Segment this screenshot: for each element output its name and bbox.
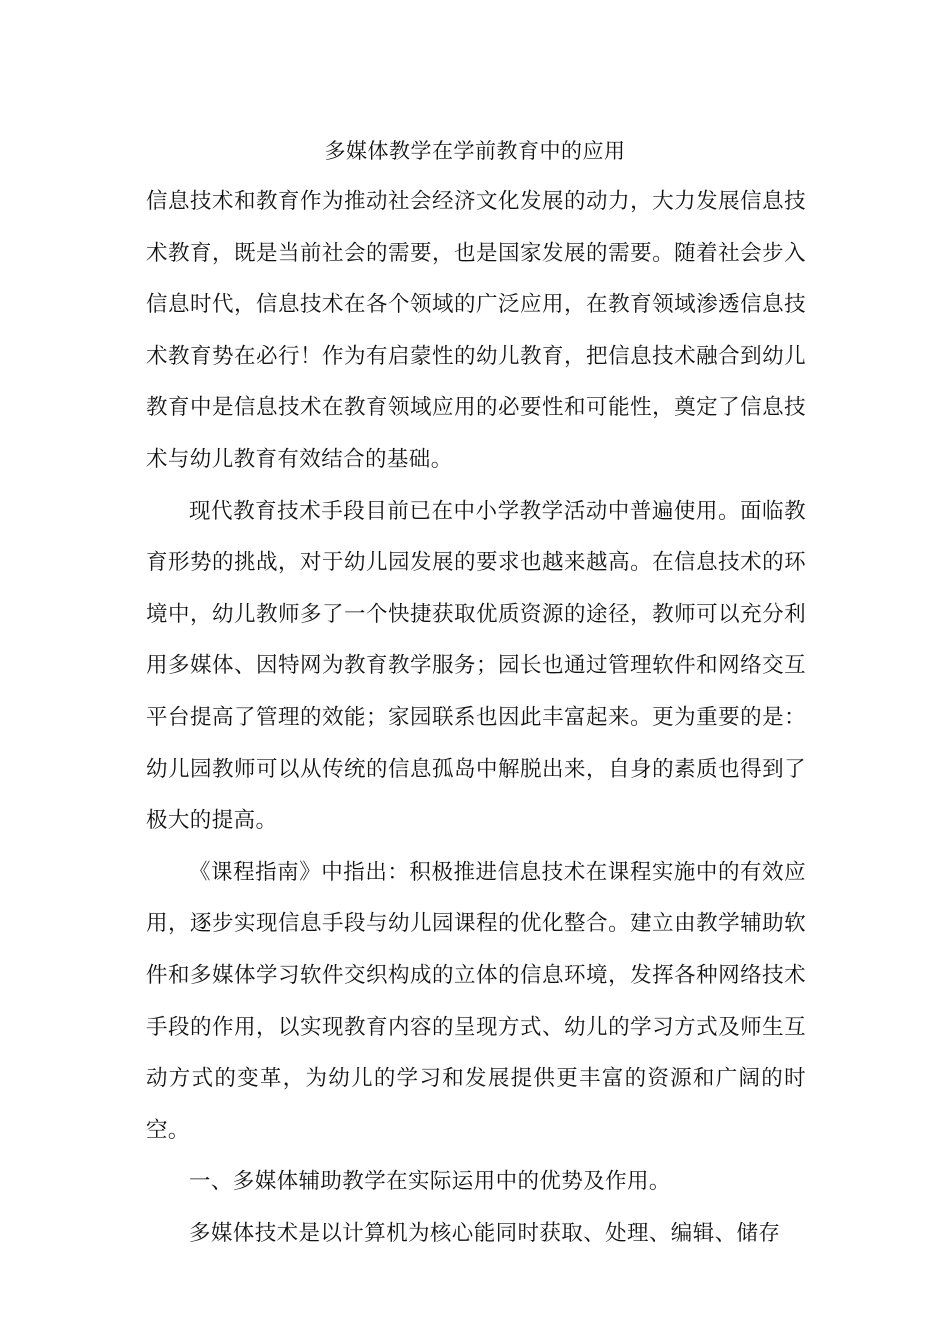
paragraph-modern-technology: 现代教育技术手段目前已在中小学教学活动中普遍使用。面临教育形势的挑战，对于幼儿园发展的要求也越来越高。在信息技术的环境中，幼儿教师多了一个快捷获取优质资源的途径，教师可以充分利用多媒体、因特网为教育教学服务；园长也通过管理软件和网络交互平台提高了管理的效能；家园联系也因此丰富起来。更为重要的是：幼儿园教师可以从传统的信息孤岛中解脱出来，自身的素质也得到了极大的提高。 bbox=[146, 498, 806, 834]
paragraph-multimedia-definition: 多媒体技术是以计算机为核心能同时获取、处理、编辑、储存 bbox=[189, 1220, 781, 1246]
document-body bbox=[146, 176, 806, 1259]
paragraph-intro: 信息技术和教育作为推动社会经济文化发展的动力，大力发展信息技术教育，既是当前社会的需要，也是国家发展的需要。随着社会步入信息时代，信息技术在各个领域的广泛应用，在教育领域渗透信息技术教育势在必行！作为有启蒙性的幼儿教育，把信息技术融合到幼儿教育中是信息技术在教育领域应用的必要性和可能性，奠定了信息技术与幼儿教育有效结合的基础。 bbox=[146, 189, 806, 472]
document-title: 多媒体教学在学前教育中的应用 bbox=[324, 139, 626, 163]
paragraph-curriculum-guide: 《课程指南》中指出：积极推进信息技术在课程实施中的有效应用，逐步实现信息手段与幼儿园课程的优化整合。建立由教学辅助软件和多媒体学习软件交织构成的立体的信息环境，发挥各种网络技术手段的作用，以实现教育内容的呈现方式、幼儿的学习方式及师生互动方式的变革，为幼儿的学习和发展提供更丰富的资源和广阔的时空。 bbox=[146, 859, 806, 1143]
section-heading-advantages: 一、多媒体辅助教学在实际运用中的优势及作用。 bbox=[189, 1169, 671, 1195]
